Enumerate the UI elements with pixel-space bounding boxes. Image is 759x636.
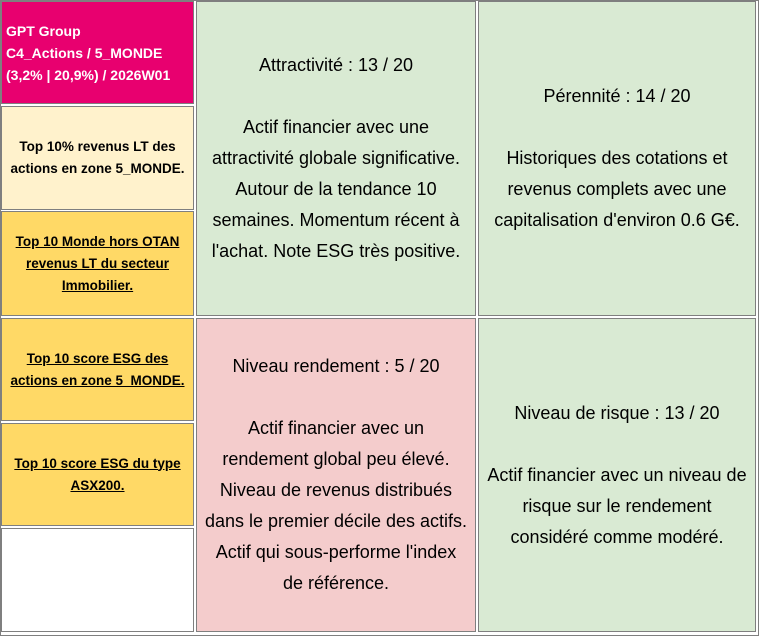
ranking-top10-esg-zone[interactable] — [1, 318, 194, 421]
score-desc-line: risque sur le rendement — [522, 495, 712, 516]
score-title: Attractivité : 13 / 20 — [258, 55, 414, 75]
score-desc-line: attractivité globale significative. — [211, 148, 461, 168]
score-title: Niveau rendement : 5 / 20 — [232, 356, 440, 376]
ranking-link-line[interactable]: Immobilier. — [61, 277, 134, 293]
empty-cell — [1, 528, 194, 632]
score-rendement — [196, 318, 476, 632]
ranking-link-line[interactable]: actions en zone 5_MONDE. — [10, 372, 185, 388]
score-desc-line: rendement global peu élevé. — [222, 449, 450, 469]
ranking-top10-revenus — [1, 106, 194, 210]
asset-period: (3,2% | 20,9%) / 2026W01 — [6, 66, 171, 83]
score-desc-line: Actif qui sous-performe l'index — [215, 542, 457, 562]
asset-header — [1, 1, 194, 104]
ranking-link-line[interactable]: Top 10 score ESG du type — [14, 455, 181, 471]
score-desc-line: considéré comme modéré. — [510, 526, 724, 547]
score-desc-line: Historiques des cotations et — [506, 148, 728, 168]
score-attractivite — [196, 1, 476, 316]
score-risque — [478, 318, 756, 632]
score-desc-line: Actif financier avec un niveau de — [487, 464, 747, 485]
score-desc-line: capitalisation d'environ 0.6 G€. — [494, 210, 740, 230]
ranking-line: Top 10% revenus LT des — [19, 139, 176, 154]
score-desc-line: Actif financier avec un — [247, 418, 425, 438]
ranking-line: actions en zone 5_MONDE. — [10, 161, 185, 176]
score-desc-line: dans le premier décile des actifs. — [204, 511, 468, 531]
score-title: Pérennité : 14 / 20 — [543, 86, 691, 106]
ranking-link-line[interactable]: ASX200. — [70, 477, 125, 493]
ranking-link-line[interactable]: Top 10 Monde hors OTAN — [15, 233, 180, 249]
score-title: Niveau de risque : 13 / 20 — [514, 402, 720, 423]
ranking-link-line[interactable]: Top 10 score ESG des — [26, 350, 169, 366]
score-desc-line: Autour de la tendance 10 — [235, 179, 437, 199]
asset-category: C4_Actions / 5_MONDE — [6, 44, 163, 61]
score-desc-line: de référence. — [282, 573, 390, 593]
score-desc-line: Actif financier avec une — [242, 117, 430, 137]
ranking-top10-monde-hors-otan[interactable] — [1, 211, 194, 316]
score-perennite — [478, 1, 756, 316]
ranking-link-line[interactable]: revenus LT du secteur — [25, 255, 170, 271]
score-desc-line: semaines. Momentum récent à — [212, 210, 460, 230]
asset-name: GPT Group — [6, 22, 81, 39]
score-desc-line: revenus complets avec une — [507, 179, 727, 199]
score-desc-line: l'achat. Note ESG très positive. — [211, 241, 461, 261]
score-desc-line: Niveau de revenus distribués — [219, 480, 453, 500]
ranking-top10-esg-asx200[interactable] — [1, 423, 194, 526]
